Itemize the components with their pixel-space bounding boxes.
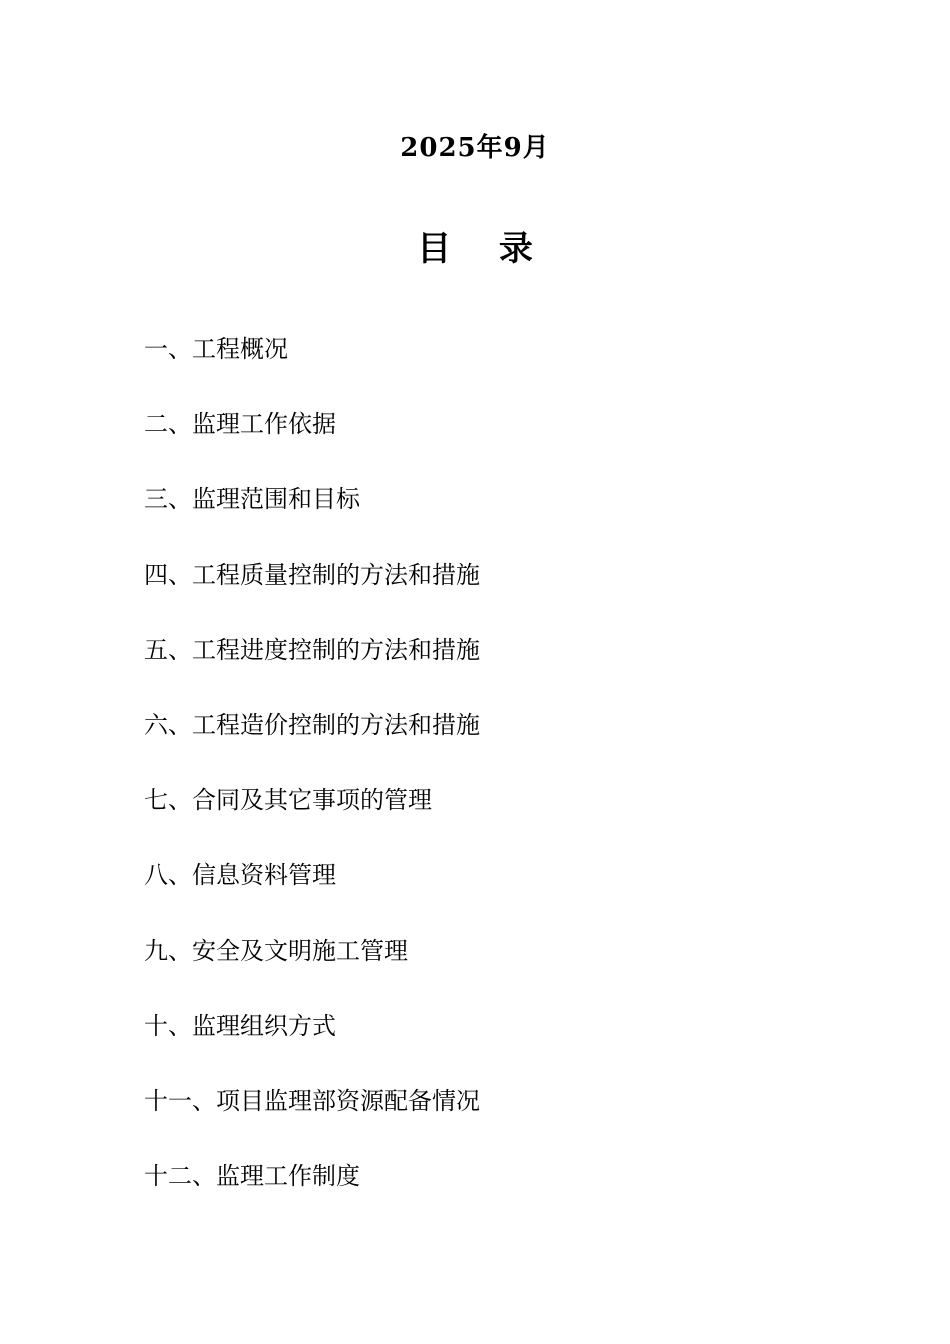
toc-list [144, 333, 480, 1235]
toc-item-11: 十一、项目监理部资源配备情况 [144, 1086, 480, 1115]
toc-item-6: 六、工程造价控制的方法和措施 [144, 710, 480, 739]
toc-item-7: 七、合同及其它事项的管理 [144, 786, 432, 815]
toc-item-1: 一、工程概况 [144, 335, 288, 363]
toc-item-12: 十二、监理工作制度 [144, 1162, 360, 1191]
document-date: 2025年9月 [400, 133, 550, 163]
toc-item-3: 三、监理范围和目标 [144, 485, 360, 514]
toc-title: 目 录 [417, 229, 551, 269]
toc-item-4: 四、工程质量控制的方法和措施 [144, 560, 480, 589]
toc-item-2: 二、监理工作依据 [144, 410, 336, 439]
toc-item-10: 十、监理组织方式 [144, 1011, 336, 1040]
toc-item-5: 五、工程进度控制的方法和措施 [144, 635, 480, 664]
toc-item-9: 九、安全及文明施工管理 [144, 936, 408, 965]
toc-item-8: 八、信息资料管理 [144, 861, 336, 890]
